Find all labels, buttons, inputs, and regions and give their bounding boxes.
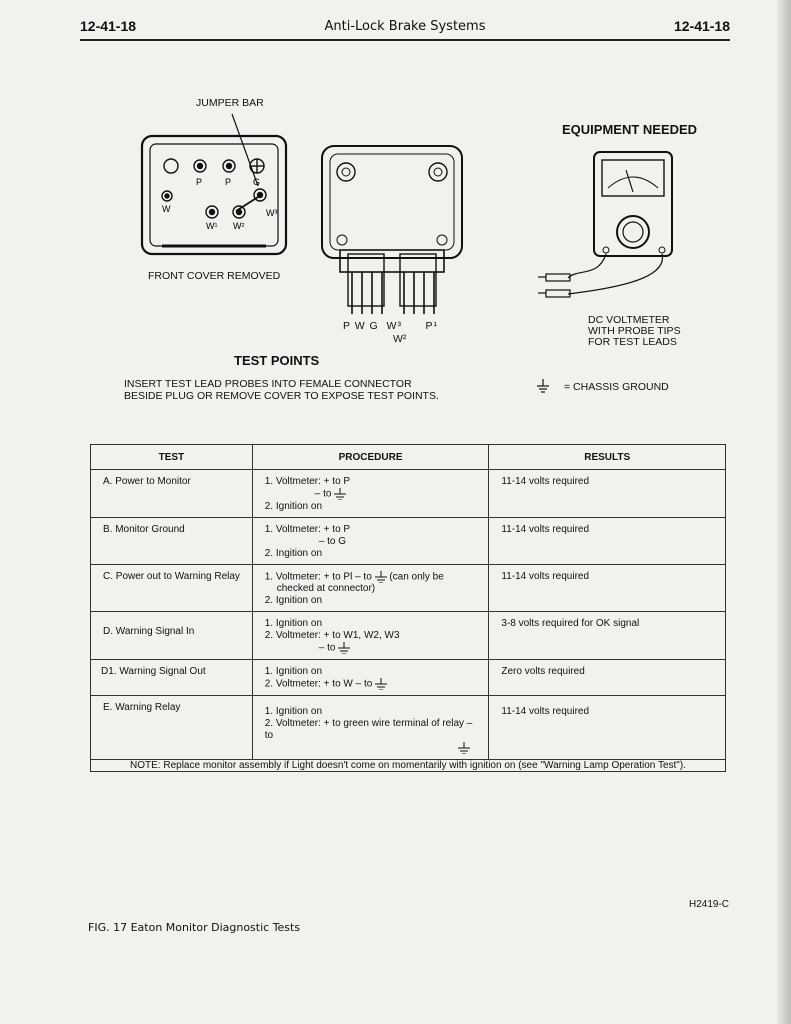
table-row [91,517,726,564]
section-title: Anti-Lock Brake Systems [324,19,486,34]
result-cell: Zero volts required [501,666,585,678]
page-number-right: 12-41-18 [673,18,730,34]
procedure-cell: 1. Voltmeter: + to P – to 2. Ignition on [264,476,351,512]
table-row [91,612,726,660]
table-row [91,564,726,612]
pin-label-w3: W³ [266,208,278,218]
header-rule [80,39,730,41]
test-points-instructions: INSERT TEST LEAD PROBES INTO FEMALE CONNECTOR BESIDE PLUG OR REMOVE COVER TO EXPOSE TEST POINTS. [124,378,439,402]
test-name: D1. Warning Signal Out [101,666,206,678]
result-cell: 11-14 volts required [501,476,590,487]
ground-icon [334,488,346,500]
note-text: NOTE: Replace monitor assembly if Light doesn't come on momentarily with ignition on (see "Warning Lamp Operation Test"). [91,759,726,771]
table-row [91,695,726,759]
test-points-heading: TEST POINTS [234,353,320,368]
result-cell: 11-14 volts required [501,705,590,717]
plug-pin-label-w2: W² [393,333,407,345]
voltmeter-icon [538,148,688,310]
table-row [91,470,726,518]
equipment-needed-heading: EQUIPMENT NEEDED [562,122,698,137]
test-name: B. Monitor Ground [103,523,185,535]
note-row [91,759,726,771]
pin-label-w2: W² [233,221,245,231]
procedure-cell: 1. Ignition on 2. Voltmeter: + to green wire terminal of relay – to [253,696,489,759]
pin-label-w: W [162,204,171,214]
diagnostic-tests-table [90,444,726,772]
column-header-test: TEST [91,445,253,470]
test-name: D. Warning Signal In [103,626,195,638]
ground-icon [338,642,350,654]
ground-icon [375,571,387,583]
column-header-procedure: PROCEDURE [252,445,489,470]
chassis-ground-legend: = CHASSIS GROUND [564,381,669,393]
pin-label-p1: P [196,177,203,187]
front-cover-removed-label: FRONT COVER REMOVED [148,270,281,282]
plug-pin-labels: P W G W³ P¹ [343,320,438,332]
column-header-results: RESULTS [489,445,726,470]
page-edge-shadow [777,0,791,1024]
jumper-bar-label: JUMPER BAR [196,97,264,109]
result-cell: 11-14 volts required [501,523,590,535]
figure-code: H2419-C [689,899,730,910]
pin-label-p2: P [225,177,232,187]
monitor-module-diagram [318,142,468,322]
procedure-cell: 1. Ignition on 2. Voltmeter: + to W – to [253,660,489,695]
pin-label-g: G [253,177,261,187]
result-cell: 3-8 volts required for OK signal [501,618,640,630]
test-name: E. Warning Relay [103,701,181,713]
table-header-row [91,445,726,470]
result-cell: 11-14 volts required [501,570,590,582]
connector-front-diagram [138,108,293,258]
figure-caption: FIG. 17 Eaton Monitor Diagnostic Tests [88,921,301,934]
test-name: C. Power out to Warning Relay [103,570,240,582]
pin-label-w1: W¹ [206,221,218,231]
ground-icon [458,742,470,754]
ground-icon [375,678,387,690]
chassis-ground-icon [536,379,550,395]
page-number-left: 12-41-18 [80,18,137,34]
procedure-cell: 1. Voltmeter: + to P – to G 2. Ingition on [264,523,351,559]
test-name: A. Power to Monitor [103,476,191,487]
procedure-cell: 1. Voltmeter: + to Pl – to (can only be checked at connector) 2. Ignition on [264,571,444,607]
procedure-cell: 1. Ignition on 2. Voltmeter: + to W1, W2, W3 – to [264,618,400,654]
voltmeter-caption: DC VOLTMETER WITH PROBE TIPS FOR TEST LEADS [588,314,681,348]
page-header [80,18,730,40]
table-row [91,660,726,696]
